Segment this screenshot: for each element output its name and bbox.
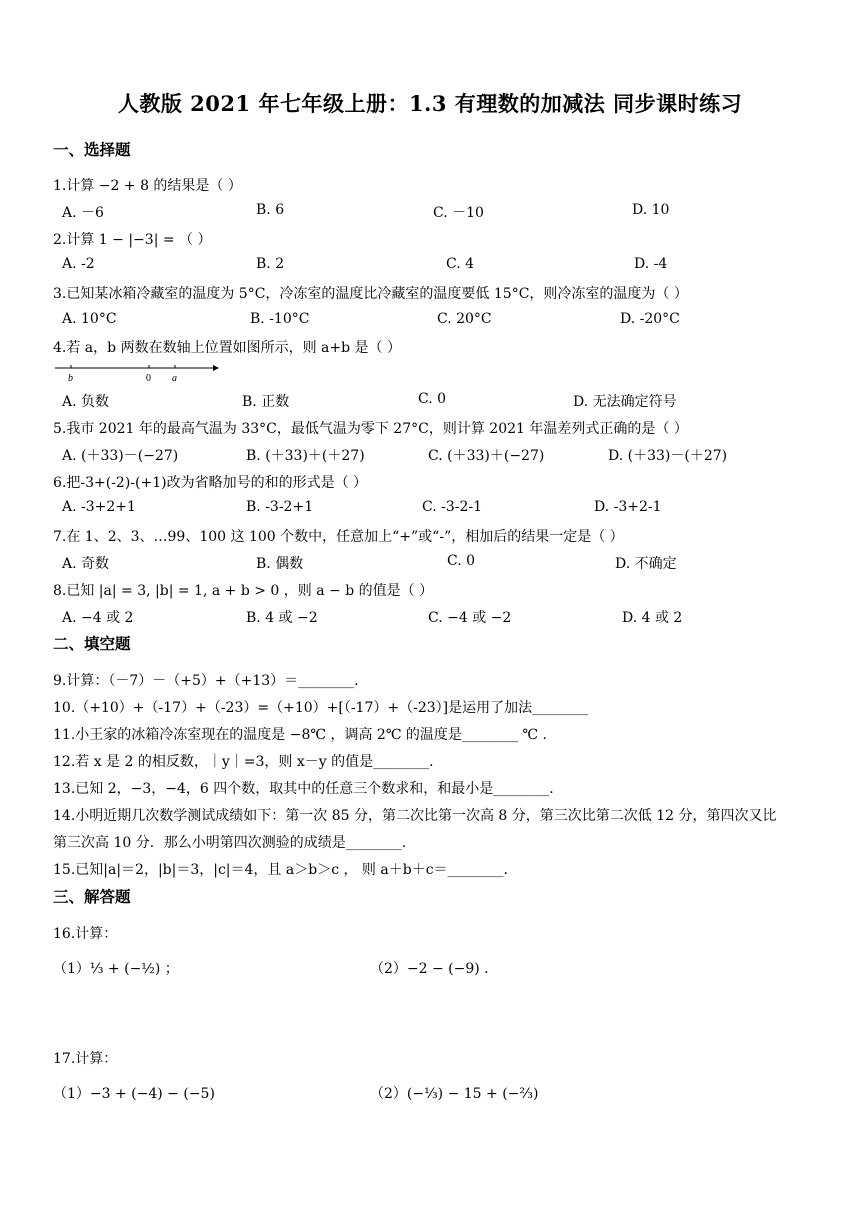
question-17-part-2: （2）(−⅓) − 15 + (−⅔) xyxy=(370,1086,539,1102)
option-8d: D. 4 或 2 xyxy=(622,610,683,626)
option-3a: A. 10°C xyxy=(62,311,117,327)
option-3d: D. -20°C xyxy=(620,311,680,327)
option-7c: C. 0 xyxy=(447,553,476,569)
question-8: 8.已知 |a| = 3, |b| = 1, a + b > 0 ，则 a − b 的值是（ ） xyxy=(53,583,434,599)
section-heading-fill: 二、填空题 xyxy=(53,635,131,653)
option-3c: C. 20°C xyxy=(437,311,492,327)
option-1b: B. 6 xyxy=(256,202,285,218)
option-3b: B. -10°C xyxy=(250,311,310,327)
question-5: 5.我市 2021 年的最高气温为 33°C，最低气温为零下 27°C，则计算 2021 年温差列式正确的是（ ） xyxy=(53,421,688,437)
option-2d: D. -4 xyxy=(634,256,668,272)
question-2: 2.计算 1 − |−3| = （ ） xyxy=(53,232,212,248)
number-line-arrow xyxy=(213,365,219,371)
option-7a: A. 奇数 xyxy=(62,556,110,572)
question-6: 6.把-3+(-2)-(+1)改为省略加号的和的形式是（ ） xyxy=(53,475,368,491)
question-3: 3.已知某冰箱冷藏室的温度为 5°C，冷冻室的温度比冷藏室的温度要低 15°C，则冷冻室的温度为（ ） xyxy=(53,286,688,302)
question-16: 16.计算： xyxy=(53,926,118,942)
question-14-line2: 第三次高 10 分．那么小明第四次测验的成绩是________. xyxy=(53,835,407,851)
option-6a: A. -3+2+1 xyxy=(62,499,136,515)
question-7: 7.在 1、2、3、…99、100 这 100 个数中，任意加上“+”或“-”，相加后的结果一定是（ ） xyxy=(53,529,624,545)
section-heading-answer: 三、解答题 xyxy=(53,888,131,906)
question-15: 15.已知|a|＝2，|b|＝3，|c|＝4，且 a＞b＞c ， 则 a＋b＋c＝________. xyxy=(53,862,508,878)
question-17-part-1: （1）−3 + (−4) − (−5) xyxy=(53,1086,215,1102)
option-5a: A. (＋33)－(−27) xyxy=(62,448,179,464)
question-10: 10.（+10）+（-17）+（-23）=（+10）+[（-17）+（-23）]是运用了加法________ xyxy=(53,700,589,716)
option-1c: C. －10 xyxy=(433,205,484,221)
option-2b: B. 2 xyxy=(256,256,285,272)
option-5d: D. (＋33)－(＋27) xyxy=(608,448,728,464)
option-8c: C. −4 或 −2 xyxy=(428,610,512,626)
question-17: 17.计算： xyxy=(53,1051,118,1067)
question-12: 12.若 x 是 2 的相反数，｜y｜=3，则 x－y 的值是________. xyxy=(53,754,434,770)
option-5b: B. (＋33)＋(＋27) xyxy=(246,448,365,464)
section-heading-choice: 一、选择题 xyxy=(53,141,131,159)
option-4c: C. 0 xyxy=(418,391,447,407)
question-13: 13.已知 2，−3，−4，6 四个数，取其中的任意三个数求和，和最小是________. xyxy=(53,781,554,797)
question-9: 9.计算：（－7）－（+5）+（+13）＝________. xyxy=(53,673,359,689)
number-line-label-a: a xyxy=(172,373,177,384)
question-14-line1: 14.小明近期几次数学测试成绩如下：第一次 85 分，第二次比第一次高 8 分，第三次比第二次低 12 分，第四次又比 xyxy=(53,808,777,824)
question-1: 1.计算 −2 + 8 的结果是（ ） xyxy=(53,178,242,194)
option-8a: A. −4 或 2 xyxy=(62,610,134,626)
option-7d: D. 不确定 xyxy=(615,556,677,572)
option-4a: A. 负数 xyxy=(62,394,110,410)
option-1d: D. 10 xyxy=(632,202,670,218)
option-8b: B. 4 或 −2 xyxy=(246,610,318,626)
number-line-label-zero: 0 xyxy=(146,373,151,384)
number-line-label-b: b xyxy=(68,373,73,384)
number-line-figure xyxy=(53,360,223,384)
option-5c: C. (＋33)＋(−27) xyxy=(428,448,545,464)
option-7b: B. 偶数 xyxy=(256,556,304,572)
option-6c: C. -3-2-1 xyxy=(422,499,483,515)
question-16-part-1: （1）⅓ + (−½) ； xyxy=(53,961,179,977)
option-2a: A. -2 xyxy=(62,256,95,272)
option-6d: D. -3+2-1 xyxy=(594,499,662,515)
question-16-part-2: （2）−2 − (−9) ． xyxy=(370,961,499,977)
page-title: 人教版 2021 年七年级上册：1.3 有理数的加减法 同步课时练习 xyxy=(117,91,743,116)
question-11: 11.小王家的冰箱冷冻室现在的温度是 −8℃ ，调高 2℃ 的温度是________ ℃ . xyxy=(53,727,547,743)
option-6b: B. -3-2+1 xyxy=(246,499,314,515)
option-4d: D. 无法确定符号 xyxy=(573,394,677,410)
option-1a: A. －6 xyxy=(62,205,104,221)
option-4b: B. 正数 xyxy=(242,394,290,410)
option-2c: C. 4 xyxy=(446,256,475,272)
question-4: 4.若 a，b 两数在数轴上位置如图所示，则 a+b 是（ ） xyxy=(53,340,401,356)
